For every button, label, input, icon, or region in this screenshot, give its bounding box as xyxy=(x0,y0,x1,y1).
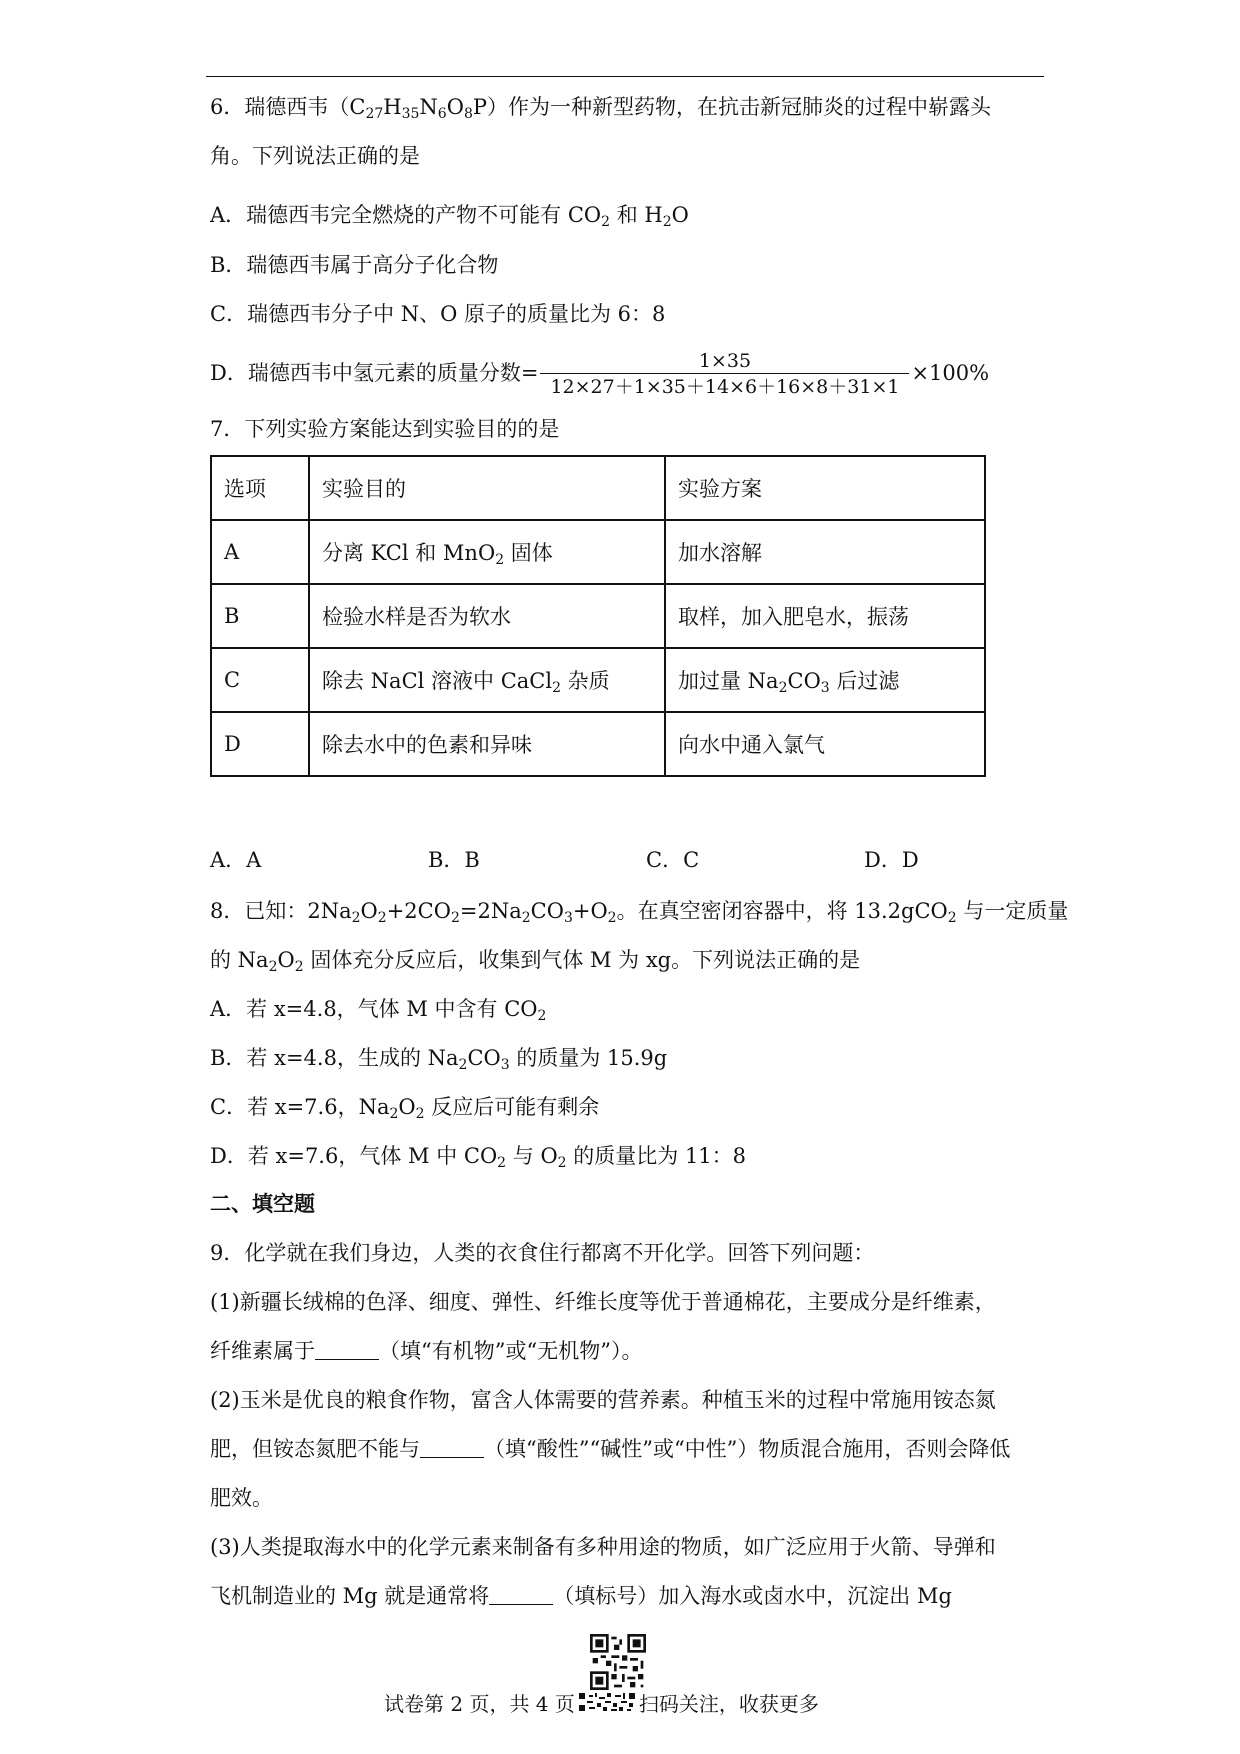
page-number: 试卷第 2 页，共 4 页 xyxy=(384,1692,575,1716)
table-header-row xyxy=(211,456,985,520)
answer-blank[interactable] xyxy=(489,1586,553,1605)
q9-part3-line2: 飞机制造业的 Mg 就是通常将 （填标号）加入海水或卤水中，沉淀出 Mg xyxy=(210,1584,952,1608)
header-option: 选项 xyxy=(211,456,309,520)
answer-blank[interactable] xyxy=(315,1341,379,1360)
q8-stem-line2: 的 $Na_2O_2$ 固体充分反应后，收集到气体 M 为 xg。下列说法正确的是 xyxy=(210,948,861,975)
promo-text: 扫码关注，收获更多 xyxy=(638,1692,819,1716)
qr-code-icon xyxy=(590,1634,646,1690)
q6-option-c: C．瑞德西韦分子中 N、O 原子的质量比为 6：8 xyxy=(210,302,666,326)
q6-option-b: B．瑞德西韦属于高分子化合物 xyxy=(210,253,499,277)
qr-code-icon xyxy=(579,1693,635,1711)
q7-option-d: D．D xyxy=(864,848,919,872)
q8-option-b: B．若 x=4.8，生成的 $Na_2CO_3$ 的质量为 15.9g xyxy=(210,1046,668,1073)
q7-table xyxy=(210,455,986,777)
q9-part2-line1: (2)玉米是优良的粮食作物，富含人体需要的营养素。种植玉米的过程中常施用铵态氮 xyxy=(210,1388,996,1412)
answer-blank[interactable] xyxy=(420,1439,484,1458)
q6-stem-line1: 6．瑞德西韦$(C_{27}H_{35}N_6O_8P)$作为一种新型药物，在抗击新冠肺炎的过程中崭露头 xyxy=(210,95,991,122)
q9-stem: 9．化学就在我们身边，人类的衣食住行都离不开化学。回答下列问题： xyxy=(210,1241,875,1265)
q7-option-b: B．B xyxy=(428,848,480,872)
header-goal: 实验目的 xyxy=(309,456,665,520)
q9-part2-line3: 肥效。 xyxy=(210,1486,273,1510)
q6-stem-line2: 角。下列说法正确的是 xyxy=(210,144,420,168)
section-heading: 二、填空题 xyxy=(210,1191,315,1216)
header-rule xyxy=(206,76,1044,77)
q9-part3-line1: (3)人类提取海水中的化学元素来制备有多种用途的物质，如广泛应用于火箭、导弹和 xyxy=(210,1535,996,1559)
page-footer xyxy=(384,1690,819,1718)
q6-option-a: A．瑞德西韦完全燃烧的产物不可能有 $CO_2$ 和 $H_2O$ xyxy=(210,203,689,230)
q7-option-c: C．C xyxy=(646,848,700,872)
q9-part1-line2: 纤维素属于 （填“有机物”或“无机物”）。 xyxy=(210,1339,643,1363)
header-plan: 实验方案 xyxy=(665,456,985,520)
table-row: D 除去水中的色素和异味 向水中通入氯气 xyxy=(211,712,985,776)
q9-part1-line1: (1)新疆长绒棉的色泽、细度、弹性、纤维长度等优于普通棉花，主要成分是纤维素， xyxy=(210,1290,996,1314)
q6-option-d: D．瑞德西韦中氢元素的质量分数= $\frac{1\times 35}{12\times 27+1\times 35+14\times 6+16\times 8+31\times 1}$ ×100% xyxy=(210,350,990,398)
q7-stem: 7．下列实验方案能达到实验目的的是 xyxy=(210,417,560,441)
q8-option-d: D．若 x=7.6，气体 M 中 $CO_2$ 与 $O_2$ 的质量比为 11：8 xyxy=(210,1144,747,1171)
q9-part2-line2: 肥，但铵态氮肥不能与 （填“酸性”“碱性”或“中性”）物质混合施用，否则会降低 xyxy=(210,1437,1011,1461)
table-row: A 分离 KCl 和 MnO$_2$ 固体 加水溶解 xyxy=(211,520,985,584)
table-row: B 检验水样是否为软水 取样，加入肥皂水，振荡 xyxy=(211,584,985,648)
table-row: C 除去 NaCl 溶液中 CaCl$_2$ 杂质 加过量 $Na_2CO_3$ 后过滤 xyxy=(211,648,985,712)
q7-option-a: A．A xyxy=(210,848,262,872)
q8-option-c: C．若 x=7.6，$Na_2O_2$ 反应后可能有剩余 xyxy=(210,1095,600,1122)
q8-stem-line1: 8．已知：$2Na_2O_2+2CO_2=2Na_2CO_3+O_2$。在真空密闭容器中，将 13.2gCO$_2$ 与一定质量 xyxy=(210,899,1069,926)
q8-option-a: A．若 x=4.8，气体 M 中含有 $CO_2$ xyxy=(210,997,547,1024)
mass-fraction: $\frac{1\times 35}{12\times 27+1\times 35+14\times 6+16\times 8+31\times 1}$ xyxy=(540,349,909,400)
